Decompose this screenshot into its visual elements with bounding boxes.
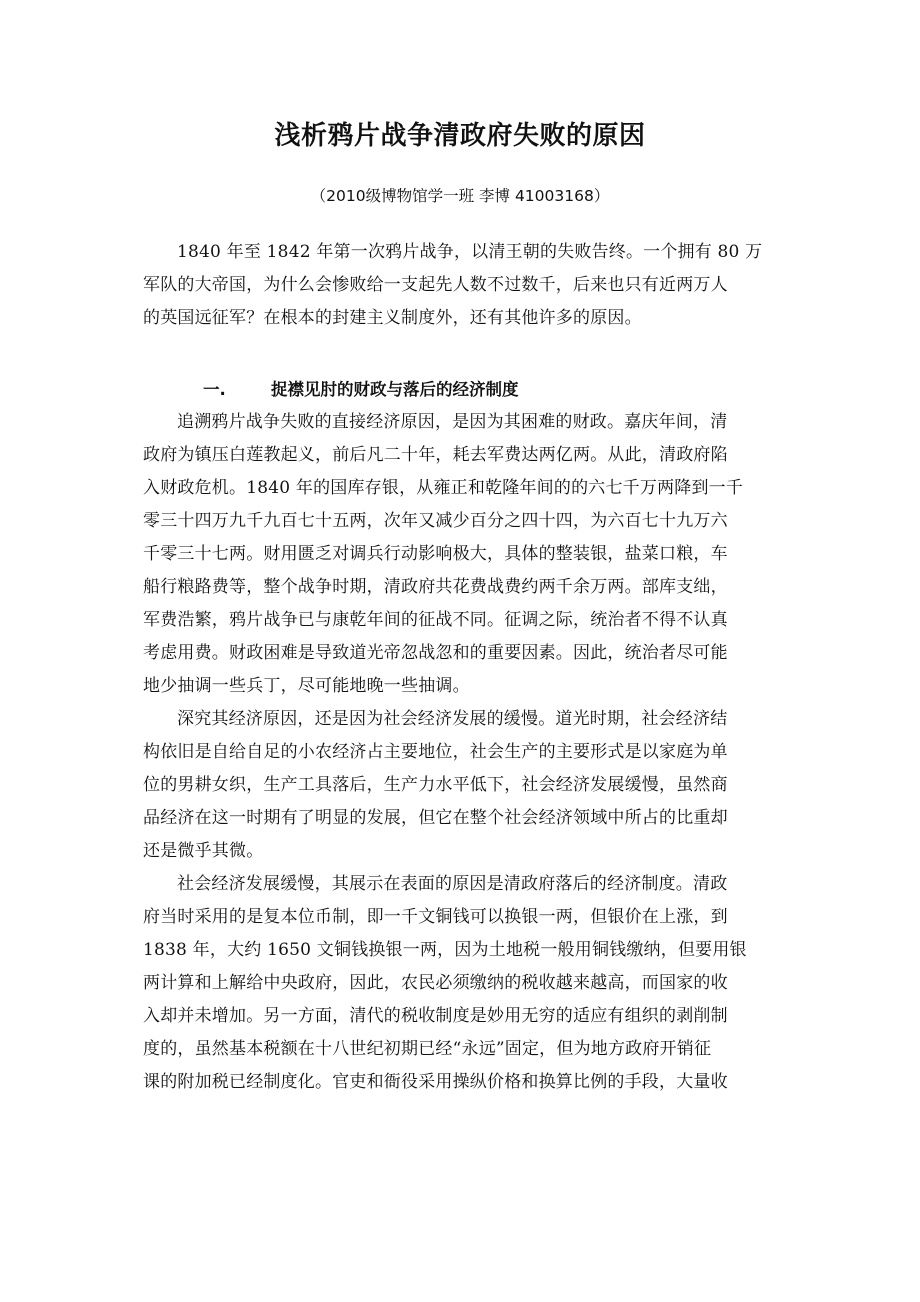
text-line: 两计算和上解给中央政府，因此，农民必须缴纳的税收越来越高，而国家的收 bbox=[143, 973, 728, 993]
section-number: 一. bbox=[203, 380, 226, 399]
text-line: 位的男耕女织，生产工具落后，生产力水平低下，社会经济发展缓慢，虽然商 bbox=[143, 775, 728, 795]
text-line: 度的，虽然基本税额在十八世纪初期已经“永远”固定，但为地方政府开销征 bbox=[143, 1039, 712, 1059]
text-line: 深究其经济原因，还是因为社会经济发展的缓慢。道光时期，社会经济结 bbox=[177, 709, 728, 729]
text-line: 政府为镇压白莲教起义，前后凡二十年，耗去军费达两亿两。从此，清政府陷 bbox=[143, 445, 728, 465]
text-line: 千零三十七两。财用匮乏对调兵行动影响极大，具体的整装银，盐菜口粮，车 bbox=[143, 544, 728, 564]
intro-paragraph bbox=[143, 236, 773, 335]
text-line: 地少抽调一些兵丁，尽可能地晚一些抽调。 bbox=[143, 676, 470, 696]
text-line: 考虑用费。财政困难是导致道光帝忽战忽和的重要因素。因此，统治者尽可能 bbox=[143, 643, 728, 663]
text-line: 品经济在这一时期有了明显的发展，但它在整个社会经济领域中所占的比重却 bbox=[143, 808, 728, 828]
text-line: 还是微乎其微。 bbox=[143, 841, 264, 861]
section-heading-text: 捉襟见肘的财政与落后的经济制度 bbox=[271, 380, 519, 399]
text-line: 军队的大帝国，为什么会惨败给一支起先人数不过数千，后来也只有近两万人 bbox=[143, 275, 728, 295]
text-line: 1838 年，大约 1650 文铜钱换银一两，因为土地税一般用铜钱缴纳，但要用银 bbox=[143, 940, 747, 960]
section-heading bbox=[143, 373, 773, 406]
document-body bbox=[143, 236, 773, 1099]
author-info: （2010级博物馆学一班 李博 41003168） bbox=[310, 187, 610, 205]
text-line: 社会经济发展缓慢，其展示在表面的原因是清政府落后的经济制度。清政 bbox=[177, 874, 728, 894]
text-line: 船行粮路费等，整个战争时期，清政府共花费战费约两千余万两。部库支绌， bbox=[143, 577, 728, 597]
text-line: 入却并未增加。另一方面，清代的税收制度是妙用无穷的适应有组织的剥削制 bbox=[143, 1006, 728, 1026]
paragraph bbox=[143, 868, 773, 1099]
text-line: 的英国远征军？在根本的封建主义制度外，还有其他许多的原因。 bbox=[143, 308, 642, 328]
text-line: 1840 年至 1842 年第一次鸦片战争，以清王朝的失败告终。一个拥有 80 万 bbox=[177, 242, 763, 262]
document-title: 浅析鸦片战争清政府失败的原因 bbox=[274, 121, 646, 151]
spacer bbox=[143, 335, 773, 373]
text-line: 军费浩繁，鸦片战争已与康乾年间的征战不同。征调之际，统治者不得不认真 bbox=[143, 610, 728, 630]
text-line: 府当时采用的是复本位币制，即一千文铜钱可以换银一两，但银价在上涨，到 bbox=[143, 907, 728, 927]
text-line: 入财政危机。1840 年的国库存银，从雍正和乾隆年间的的六七千万两降到一千 bbox=[143, 478, 744, 498]
text-line: 构依旧是自给自足的小农经济占主要地位，社会生产的主要形式是以家庭为单 bbox=[143, 742, 728, 762]
text-line: 零三十四万九千九百七十五两，次年又减少百分之四十四，为六百七十九万六 bbox=[143, 511, 728, 531]
paragraph bbox=[143, 703, 773, 868]
paragraph bbox=[143, 406, 773, 703]
text-line: 课的附加税已经制度化。官吏和衙役采用操纵价格和换算比例的手段，大量收 bbox=[143, 1072, 728, 1092]
text-line: 追溯鸦片战争失败的直接经济原因，是因为其困难的财政。嘉庆年间，清 bbox=[177, 412, 728, 432]
